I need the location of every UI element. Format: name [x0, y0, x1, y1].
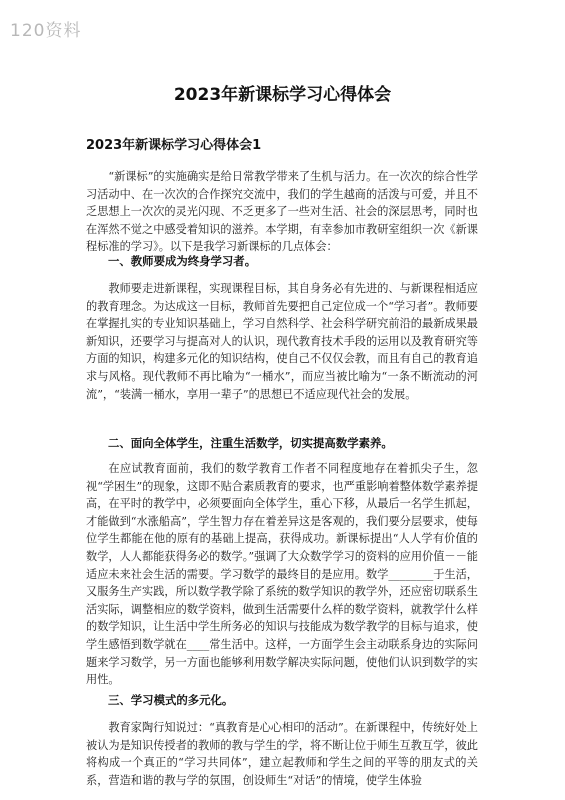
- watermark: 120资料: [10, 21, 82, 41]
- section-heading-3: [86, 692, 478, 709]
- heading-text: 三、学习模式的多元化。: [108, 693, 234, 707]
- paragraph-text: 教师要走进新课程，实现课程目标，其自身务必有先进的、与新课程相适应的教育理念。为达成这一目标，教师首先要把自己定位成一个“学习者”。教师要在掌握扎实的专业知识基础上，学习自然科学、社会科学研究前沿的最新成果最新知识，还要学习与提高对人的认识，现代教育技术手段的运用以及教育研究等方面的知识，构建多元化的知识结构，使自己不仅仅会教，而且有自己的教育追求与风格。现代教师不再比喻为“一桶水”，而应当被比喻为“一条不断流动的河流”，“装满一桶水，享用一辈子”的思想已不适应现代社会的发展。: [86, 282, 478, 401]
- section-heading-2: [86, 435, 478, 452]
- section-title: 2023年新课标学习心得体会1: [86, 138, 262, 153]
- body-paragraph-3: [86, 460, 478, 689]
- heading-text: 一、教师要成为终身学习者。: [108, 254, 257, 268]
- document-title: 2023年新课标学习心得体会: [173, 85, 392, 105]
- heading-text: 二、面向全体学生，注重生活数学，切实提高数学素养。: [108, 436, 393, 450]
- paragraph-text: 教育家陶行知说过：“真教育是心心相印的活动”。在新课程中，传统好处上被认为是知识传授者的教师的教与学生的学，将不断让位于师生互教互学，彼此将构成一个真正的“学习共同体”，建立起教师和学生之间的平等的朋友式的关系，营造和谐的教与学的氛围，创设师生“对话”的情境，使学生体验: [86, 721, 478, 787]
- section-heading-1: [86, 253, 478, 270]
- body-paragraph-2: [86, 280, 478, 403]
- body-paragraph-4: [86, 719, 478, 789]
- paragraph-text: 在应试教育面前，我们的数学教育工作者不同程度地存在着抓尖子生，忽视“学困生”的现象，这即不贴合素质教育的要求，也严重影响着整体数学素养提高，在平时的教学中，必须要面向全体学生，重心下移，从最后一名学生抓起，才能做到“水涨船高”，学生智力存在着差异这是客观的，我们要分层要求，使每位学生都能在他的原有的基础上提高，获得成功。新课标提出“人人学有价值的数学，人人都能获得务必的数学。”强调了大众数学学习的资料的应用价值－－能适应未来社会生活的需要。学习数学的最终目的是应用。数学________于生活，又服务生产实践，所以数学教学除了系统的数学知识的教学外，还应密切联系生活实际，调整相应的数学资料，做到生活需要什么样的数学资料，就教学什么样的数学知识，让生活中学生所务必的知识与技能成为数学教学的目标与追求，使学生感悟到数学就在____常生活中。这样，一方面学生会主动联系身边的实际问题来学习数学，另一方面也能够利用数学解决实际问题，使他们认识到数学的实用性。: [86, 462, 478, 687]
- body-paragraph-1: [86, 168, 478, 256]
- paragraph-text: “新课标”的实施确实是给日常教学带来了生机与活力。在一次次的综合性学习活动中、在一次次的合作探究交流中，我们的学生越商的活泼与可爱，并且不乏思想上一次次的灵光闪现、不乏更多了一些对生活、社会的深层思考，同时也在浑然不觉之中感受着知识的滋养。本学期，有幸参加市教研室组织一次《新课程标准的学习》。以下是我学习新课标的几点体会：: [86, 170, 478, 254]
